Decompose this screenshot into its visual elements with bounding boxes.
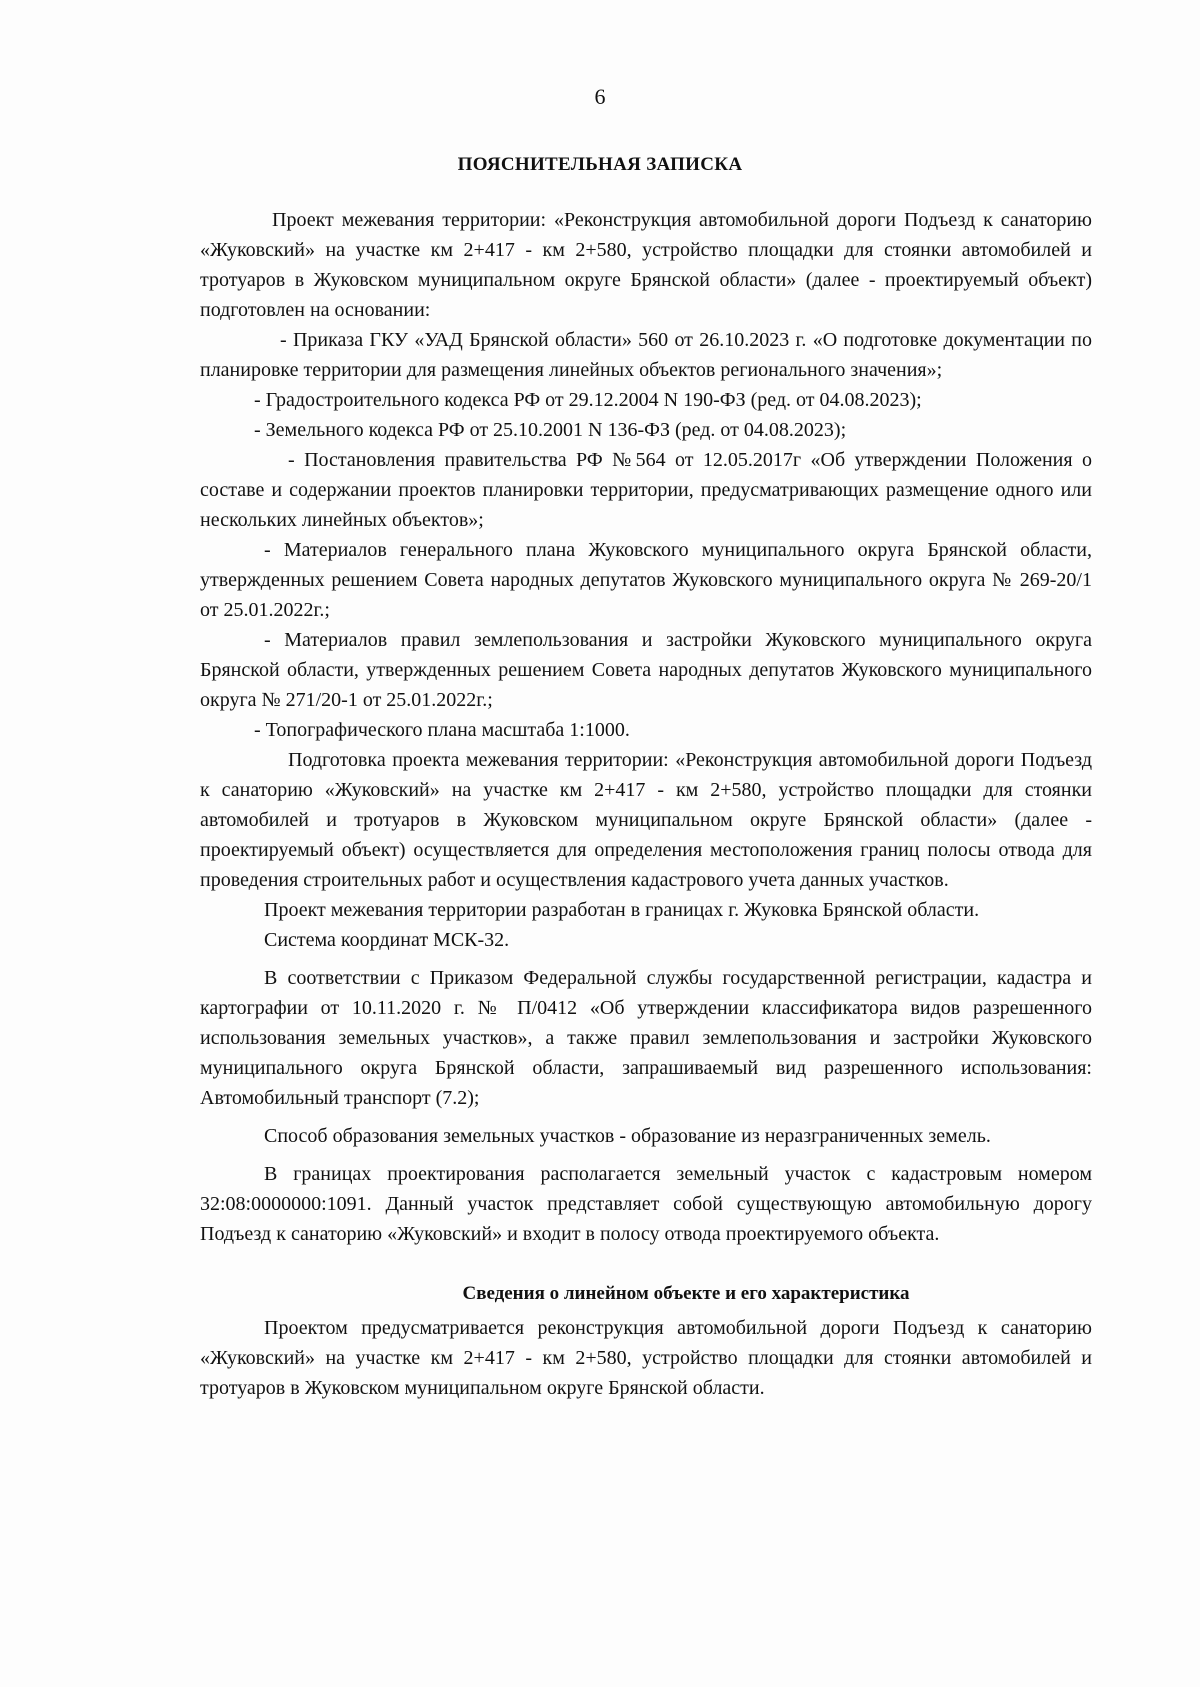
paragraph-cadastral-plot: В границах проектирования располагается земельный участок с кадастровым номером 32:08:0000000:1091. Данный участок представляет собой существующую автомобильную дорогу Подъезд к санаторию «Жуковский» и входит в полосу отвода проектируемого объекта. bbox=[200, 1163, 1092, 1245]
page-title: ПОЯСНИТЕЛЬНАЯ ЗАПИСКА bbox=[457, 154, 743, 175]
paragraph-basis-general-plan: - Материалов генерального плана Жуковского муниципального округа Брянской области, утвержденных решением Совета народных депутатов Жуковского муниципального округа № 269-20/1 от 25.01.2022г.; bbox=[200, 539, 1092, 621]
paragraph-basis-urban-code: - Градостроительного кодекса РФ от 29.12.2004 N 190-ФЗ (ред. от 04.08.2023); bbox=[254, 389, 922, 411]
paragraph-intro: Проект межевания территории: «Реконструкция автомобильной дороги Подъезд к санаторию «Жуковский» на участке км 2+417 - км 2+580, устройство площадки для стоянки автомобилей и тротуаров в Жуковском муниципальном округе Брянской области» (далее - проектируемый объект) подготовлен на основании: bbox=[200, 209, 1092, 321]
spacer bbox=[200, 1151, 1092, 1159]
paragraph-coordinate-system: Система координат МСК-32. bbox=[264, 929, 510, 951]
section-title: Сведения о линейном объекте и его характеристика bbox=[462, 1283, 910, 1304]
spacer bbox=[200, 1113, 1092, 1121]
paragraph-preparation: Подготовка проекта межевания территории: «Реконструкция автомобильной дороги Подъезд к санаторию «Жуковский» на участке км 2+417 - км 2+580, устройство площадки для стоянки автомобилей и тротуаров в Жуковском муниципальном округе Брянской области» (далее - проектируемый объект) осуществляется для определения местоположения границ полосы отвода для проведения строительных работ и осуществления кадастрового учета данных участков. bbox=[200, 749, 1092, 891]
document-body bbox=[200, 205, 1092, 1403]
paragraph-boundaries: Проект межевания территории разработан в границах г. Жуковка Брянской области. bbox=[264, 899, 980, 921]
paragraph-linear-object: Проектом предусматривается реконструкция автомобильной дороги Подъезд к санаторию «Жуковский» на участке км 2+417 - км 2+580, устройство площадки для стоянки автомобилей и тротуаров в Жуковском муниципальном округе Брянской области. bbox=[200, 1317, 1092, 1399]
paragraph-basis-land-code: - Земельного кодекса РФ от 25.10.2001 N 136-ФЗ (ред. от 04.08.2023); bbox=[254, 419, 847, 441]
spacer bbox=[200, 955, 1092, 963]
paragraph-basis-topo-plan: - Топографического плана масштаба 1:1000. bbox=[254, 719, 630, 741]
paragraph-formation-method: Способ образования земельных участков - образование из неразграниченных земель. bbox=[264, 1125, 991, 1147]
paragraph-basis-order: - Приказа ГКУ «УАД Брянской области» 560 от 26.10.2023 г. «О подготовке документации по планировке территории для размещения линейных объектов регионального значения»; bbox=[200, 329, 1092, 381]
paragraph-basis-land-rules: - Материалов правил землепользования и застройки Жуковского муниципального округа Брянской области, утвержденных решением Совета народных депутатов Жуковского муниципального округа № 271/20-1 от 25.01.2022г.; bbox=[200, 629, 1092, 711]
page-number: 6 bbox=[594, 84, 606, 109]
paragraph-basis-resolution: - Постановления правительства РФ №564 от 12.05.2017г «Об утверждении Положения о составе и содержании проектов планировки территории, предусматривающих размещение одного или нескольких линейных объектов»; bbox=[200, 449, 1092, 531]
paragraph-classifier: В соответствии с Приказом Федеральной службы государственной регистрации, кадастра и картографии от 10.11.2020 г. № П/0412 «Об утверждении классификатора видов разрешенного использования земельных участков», а также правил землепользования и застройки Жуковского муниципального округа Брянской области, запрашиваемый вид разрешенного использования: Автомобильный транспорт (7.2); bbox=[200, 967, 1092, 1109]
